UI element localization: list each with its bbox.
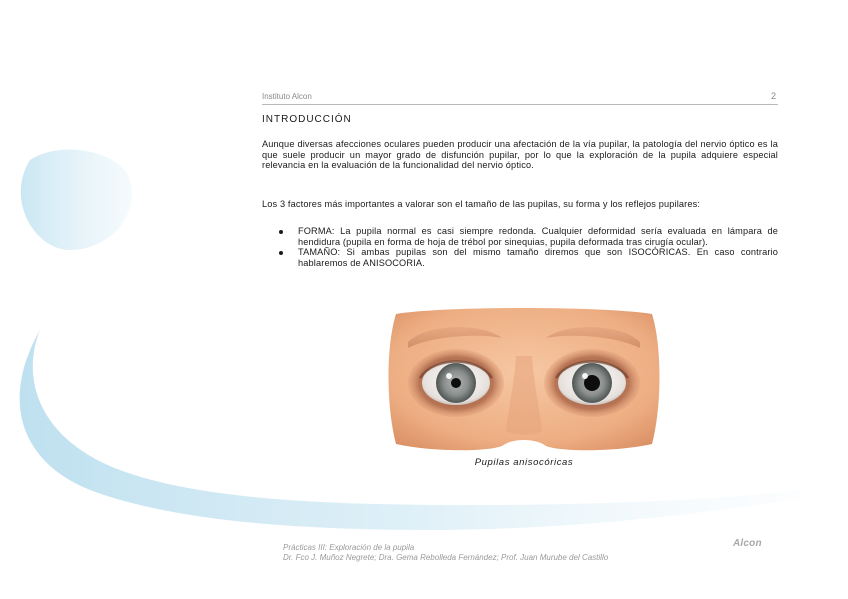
list-item <box>262 247 778 268</box>
footer-authors: Dr. Fco J. Muñoz Negrete; Dra. Gema Rebolleda Fernández; Prof. Juan Murube del Castillo <box>283 553 609 562</box>
anisocoric-pupils-illustration <box>386 306 662 452</box>
paragraph-factors: Los 3 factores más importantes a valorar son el tamaño de las pupilas, su forma y los reflejos pupilares: <box>262 199 701 209</box>
bullet-icon <box>279 251 283 255</box>
list-item-text: FORMA: La pupila normal es casi siempre redonda. Cualquier deformidad sería evaluada en lámpara de hendidura (pupila en forma de hoja de trébol por sinequias, pupila deformada tras cirugía ocular). <box>298 226 778 247</box>
section-title: INTRODUCCIÓN <box>262 114 352 125</box>
page-footer <box>283 543 608 563</box>
bullet-icon <box>279 230 283 234</box>
figure-caption: Pupilas anisocóricas <box>474 457 574 468</box>
alcon-logo: Alcon <box>733 538 762 549</box>
footer-course: Prácticas III: Exploración de la pupila <box>283 543 415 552</box>
page-number: 2 <box>770 91 776 101</box>
factor-list <box>262 226 778 268</box>
institute-name: Instituto Alcon <box>262 92 312 101</box>
list-item <box>262 226 778 247</box>
list-item-text: TAMAÑO: Si ambas pupilas son del mismo tamaño diremos que son ISOCÓRICAS. En caso contrario hablaremos de ANISOCORIA. <box>298 247 778 268</box>
paragraph-intro: Aunque diversas afecciones oculares pueden producir una afectación de la vía pupilar, la patología del nervio óptico es la que suele producir un mayor grado de disfunción pupilar, por lo que la exploración de la pupila adquiere especial relevancia en la evaluación de la funcionalidad del nervio óptico. <box>262 139 778 171</box>
page-header <box>262 90 778 105</box>
